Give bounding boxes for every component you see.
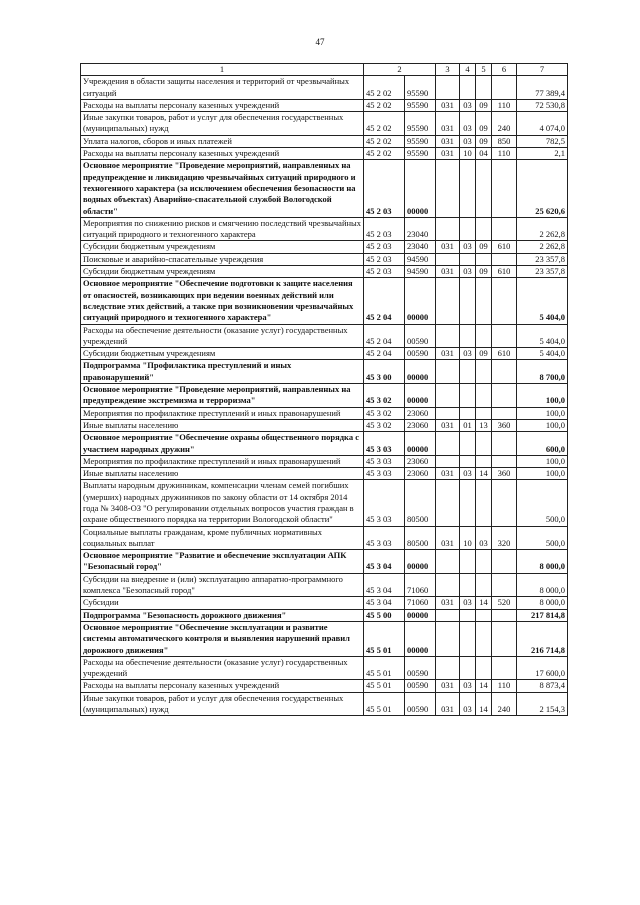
row-name-cell: Расходы на обеспечение деятельности (оказание услуг) государственных учреждений	[81, 324, 364, 348]
row-code-cell: 45 3 02	[364, 419, 405, 431]
row-subsection-cell	[476, 217, 492, 241]
row-grbs-cell	[436, 160, 460, 217]
row-expense-type-cell	[492, 573, 517, 597]
row-subcode-cell: 80500	[405, 526, 436, 550]
row-code-cell: 45 3 00	[364, 360, 405, 384]
header-col-1: 1	[81, 64, 364, 76]
row-sum-cell: 217 814,8	[517, 609, 568, 621]
row-section-cell	[460, 573, 476, 597]
row-sum-cell: 100,0	[517, 407, 568, 419]
row-section-cell	[460, 384, 476, 408]
row-sum-cell: 100,0	[517, 468, 568, 480]
row-subsection-cell	[476, 480, 492, 526]
row-name-cell: Учреждения в области защиты населения и территорий от чрезвычайных ситуаций	[81, 76, 364, 100]
row-expense-type-cell: 360	[492, 468, 517, 480]
row-expense-type-cell: 610	[492, 348, 517, 360]
row-name-cell: Социальные выплаты гражданам, кроме публичных нормативных социальных выплат	[81, 526, 364, 550]
row-expense-type-cell	[492, 324, 517, 348]
row-sum-cell: 23 357,8	[517, 253, 568, 265]
row-expense-type-cell	[492, 432, 517, 456]
row-grbs-cell: 031	[436, 99, 460, 111]
row-name-cell: Расходы на выплаты персоналу казенных учреждений	[81, 680, 364, 692]
row-expense-type-cell: 240	[492, 692, 517, 716]
table-row	[81, 692, 568, 716]
row-subcode-cell: 23060	[405, 468, 436, 480]
table-row	[81, 324, 568, 348]
row-grbs-cell	[436, 384, 460, 408]
row-subsection-cell	[476, 324, 492, 348]
row-section-cell	[460, 656, 476, 680]
row-section-cell: 03	[460, 692, 476, 716]
table-row	[81, 135, 568, 147]
row-subsection-cell: 14	[476, 680, 492, 692]
row-subsection-cell: 03	[476, 526, 492, 550]
row-section-cell	[460, 278, 476, 324]
table-row	[81, 160, 568, 217]
row-code-cell: 45 2 02	[364, 148, 405, 160]
header-col-6: 6	[492, 64, 517, 76]
row-expense-type-cell	[492, 550, 517, 574]
row-code-cell: 45 2 02	[364, 99, 405, 111]
row-section-cell	[460, 160, 476, 217]
table-row	[81, 148, 568, 160]
row-subcode-cell: 23060	[405, 419, 436, 431]
row-grbs-cell: 031	[436, 348, 460, 360]
row-section-cell	[460, 455, 476, 467]
row-code-cell: 45 3 04	[364, 597, 405, 609]
row-subcode-cell: 71060	[405, 597, 436, 609]
row-code-cell: 45 2 03	[364, 266, 405, 278]
row-subcode-cell: 00590	[405, 324, 436, 348]
row-subcode-cell: 00590	[405, 692, 436, 716]
row-sum-cell: 216 714,8	[517, 621, 568, 656]
row-section-cell	[460, 621, 476, 656]
table-row	[81, 656, 568, 680]
row-grbs-cell: 031	[436, 241, 460, 253]
row-section-cell	[460, 217, 476, 241]
row-subsection-cell	[476, 253, 492, 265]
row-expense-type-cell	[492, 278, 517, 324]
row-grbs-cell	[436, 360, 460, 384]
row-name-cell: Субсидии на внедрение и (или) эксплуатацию аппаратно-программного комплекса "Безопасный город"	[81, 573, 364, 597]
row-code-cell: 45 5 01	[364, 656, 405, 680]
row-section-cell: 03	[460, 468, 476, 480]
row-expense-type-cell	[492, 609, 517, 621]
row-subsection-cell	[476, 656, 492, 680]
row-expense-type-cell	[492, 360, 517, 384]
row-grbs-cell	[436, 455, 460, 467]
row-expense-type-cell: 240	[492, 112, 517, 136]
row-sum-cell: 25 620,6	[517, 160, 568, 217]
row-section-cell	[460, 609, 476, 621]
row-section-cell	[460, 253, 476, 265]
row-code-cell: 45 3 03	[364, 468, 405, 480]
row-sum-cell: 782,5	[517, 135, 568, 147]
row-sum-cell: 600,0	[517, 432, 568, 456]
table-row	[81, 419, 568, 431]
row-grbs-cell: 031	[436, 419, 460, 431]
row-sum-cell: 17 600,0	[517, 656, 568, 680]
table-header-row	[81, 64, 568, 76]
row-code-cell: 45 2 02	[364, 135, 405, 147]
row-section-cell: 03	[460, 348, 476, 360]
row-section-cell	[460, 76, 476, 100]
row-sum-cell: 2 154,3	[517, 692, 568, 716]
row-code-cell: 45 3 03	[364, 432, 405, 456]
row-section-cell: 01	[460, 419, 476, 431]
row-expense-type-cell: 110	[492, 99, 517, 111]
row-subcode-cell: 95590	[405, 99, 436, 111]
row-subcode-cell: 80500	[405, 480, 436, 526]
row-subsection-cell	[476, 278, 492, 324]
row-code-cell: 45 3 02	[364, 407, 405, 419]
row-sum-cell: 8 873,4	[517, 680, 568, 692]
row-sum-cell: 8 000,0	[517, 550, 568, 574]
row-sum-cell: 5 404,0	[517, 278, 568, 324]
row-code-cell: 45 3 03	[364, 480, 405, 526]
row-grbs-cell	[436, 407, 460, 419]
row-name-cell: Основное мероприятие "Обеспечение подготовки к защите населения от опасностей, возникающих при ведении военных действий или вследствие этих действий, а также при возникновении чрезвычайных ситуаций природного и техногенного характера"	[81, 278, 364, 324]
row-section-cell: 03	[460, 135, 476, 147]
row-name-cell: Поисковые и аварийно-спасательные учреждения	[81, 253, 364, 265]
row-subsection-cell	[476, 432, 492, 456]
row-name-cell: Выплаты народным дружинникам, компенсации членам семей погибших (умерших) народных дружинников по закону области от 14 октября 2014 года № 3408-ОЗ "О регулировании отдельных вопросов участия граждан в охране общественного порядка на территории Вологодской области"	[81, 480, 364, 526]
row-subcode-cell: 00000	[405, 621, 436, 656]
row-subsection-cell: 14	[476, 468, 492, 480]
row-name-cell: Иные выплаты населению	[81, 468, 364, 480]
row-section-cell: 03	[460, 99, 476, 111]
row-code-cell: 45 2 04	[364, 348, 405, 360]
row-expense-type-cell	[492, 621, 517, 656]
row-code-cell: 45 3 04	[364, 550, 405, 574]
table-row	[81, 609, 568, 621]
header-col-3: 3	[436, 64, 460, 76]
row-subsection-cell: 09	[476, 348, 492, 360]
row-name-cell: Основное мероприятие "Развитие и обеспечение эксплуатации АПК "Безопасный город"	[81, 550, 364, 574]
row-name-cell: Иные выплаты населению	[81, 419, 364, 431]
row-name-cell: Основное мероприятие "Проведение мероприятий, направленных на предупреждение экстремизма и терроризма"	[81, 384, 364, 408]
row-subcode-cell: 71060	[405, 573, 436, 597]
row-subcode-cell: 95590	[405, 76, 436, 100]
row-grbs-cell: 031	[436, 597, 460, 609]
row-name-cell: Расходы на обеспечение деятельности (оказание услуг) государственных учреждений	[81, 656, 364, 680]
row-sum-cell: 2 262,8	[517, 241, 568, 253]
table-row	[81, 217, 568, 241]
row-subsection-cell	[476, 573, 492, 597]
row-grbs-cell	[436, 609, 460, 621]
header-col-4: 4	[460, 64, 476, 76]
row-grbs-cell: 031	[436, 692, 460, 716]
row-expense-type-cell	[492, 656, 517, 680]
row-section-cell	[460, 324, 476, 348]
row-grbs-cell	[436, 480, 460, 526]
row-expense-type-cell: 110	[492, 680, 517, 692]
row-subcode-cell: 95590	[405, 148, 436, 160]
row-subcode-cell: 94590	[405, 253, 436, 265]
row-code-cell: 45 2 02	[364, 76, 405, 100]
table-row	[81, 384, 568, 408]
row-subsection-cell: 09	[476, 266, 492, 278]
row-section-cell	[460, 432, 476, 456]
row-code-cell: 45 2 04	[364, 278, 405, 324]
table-row	[81, 468, 568, 480]
row-code-cell: 45 2 03	[364, 217, 405, 241]
row-grbs-cell: 031	[436, 680, 460, 692]
row-subsection-cell	[476, 160, 492, 217]
row-section-cell: 10	[460, 148, 476, 160]
row-sum-cell: 2,1	[517, 148, 568, 160]
page-number: 47	[315, 37, 325, 47]
row-subsection-cell: 14	[476, 597, 492, 609]
row-code-cell: 45 2 04	[364, 324, 405, 348]
table-row	[81, 680, 568, 692]
row-expense-type-cell	[492, 253, 517, 265]
row-sum-cell: 23 357,8	[517, 266, 568, 278]
row-section-cell	[460, 480, 476, 526]
row-subsection-cell	[476, 407, 492, 419]
row-expense-type-cell: 520	[492, 597, 517, 609]
row-grbs-cell	[436, 253, 460, 265]
row-grbs-cell	[436, 324, 460, 348]
row-name-cell: Мероприятия по профилактике преступлений и иных правонарушений	[81, 455, 364, 467]
row-sum-cell: 5 404,0	[517, 324, 568, 348]
row-sum-cell: 500,0	[517, 480, 568, 526]
table-row	[81, 253, 568, 265]
row-expense-type-cell: 610	[492, 266, 517, 278]
row-name-cell: Подпрограмма "Профилактика преступлений и иных правонарушений"	[81, 360, 364, 384]
row-sum-cell: 500,0	[517, 526, 568, 550]
table-row	[81, 360, 568, 384]
table-row	[81, 480, 568, 526]
row-name-cell: Мероприятия по профилактике преступлений и иных правонарушений	[81, 407, 364, 419]
row-name-cell: Уплата налогов, сборов и иных платежей	[81, 135, 364, 147]
row-grbs-cell	[436, 656, 460, 680]
row-section-cell: 03	[460, 266, 476, 278]
row-expense-type-cell	[492, 407, 517, 419]
row-section-cell	[460, 550, 476, 574]
row-code-cell: 45 2 02	[364, 112, 405, 136]
row-subcode-cell: 94590	[405, 266, 436, 278]
row-subsection-cell: 09	[476, 99, 492, 111]
row-name-cell: Иные закупки товаров, работ и услуг для обеспечения государственных (муниципальных) нужд	[81, 112, 364, 136]
row-sum-cell: 8 700,0	[517, 360, 568, 384]
row-section-cell: 10	[460, 526, 476, 550]
row-grbs-cell	[436, 550, 460, 574]
row-subsection-cell: 09	[476, 241, 492, 253]
row-code-cell: 45 3 03	[364, 526, 405, 550]
row-subsection-cell: 04	[476, 148, 492, 160]
table-row	[81, 573, 568, 597]
table-row	[81, 550, 568, 574]
row-code-cell: 45 2 03	[364, 253, 405, 265]
row-code-cell: 45 3 04	[364, 573, 405, 597]
row-subsection-cell	[476, 455, 492, 467]
row-name-cell: Подпрограмма "Безопасность дорожного движения"	[81, 609, 364, 621]
table-row	[81, 76, 568, 100]
row-section-cell: 03	[460, 597, 476, 609]
header-col-5: 5	[476, 64, 492, 76]
row-subcode-cell: 00590	[405, 680, 436, 692]
row-sum-cell: 5 404,0	[517, 348, 568, 360]
row-code-cell: 45 5 01	[364, 621, 405, 656]
row-section-cell: 03	[460, 680, 476, 692]
row-section-cell: 03	[460, 241, 476, 253]
row-name-cell: Субсидии бюджетным учреждениям	[81, 266, 364, 278]
row-code-cell: 45 3 02	[364, 384, 405, 408]
row-sum-cell: 8 000,0	[517, 597, 568, 609]
row-subcode-cell: 95590	[405, 112, 436, 136]
row-grbs-cell: 031	[436, 468, 460, 480]
row-section-cell	[460, 360, 476, 384]
row-grbs-cell: 031	[436, 526, 460, 550]
table-row	[81, 621, 568, 656]
row-subsection-cell: 09	[476, 112, 492, 136]
row-code-cell: 45 5 00	[364, 609, 405, 621]
row-sum-cell: 100,0	[517, 384, 568, 408]
row-sum-cell: 100,0	[517, 455, 568, 467]
row-subcode-cell: 95590	[405, 135, 436, 147]
row-grbs-cell	[436, 573, 460, 597]
row-name-cell: Расходы на выплаты персоналу казенных учреждений	[81, 99, 364, 111]
row-expense-type-cell	[492, 76, 517, 100]
row-expense-type-cell: 110	[492, 148, 517, 160]
row-name-cell: Основное мероприятие "Проведение мероприятий, направленных на предупреждение и ликвидацию чрезвычайных ситуаций природного и техногенного характера (за исключением обеспечения безопасности на водных объектах) Аварийно-спасательной службой Вологодской области"	[81, 160, 364, 217]
row-grbs-cell	[436, 217, 460, 241]
row-section-cell: 03	[460, 112, 476, 136]
row-name-cell: Иные закупки товаров, работ и услуг для обеспечения государственных (муниципальных) нужд	[81, 692, 364, 716]
row-subsection-cell: 09	[476, 135, 492, 147]
row-grbs-cell: 031	[436, 148, 460, 160]
row-subcode-cell: 00000	[405, 160, 436, 217]
row-grbs-cell: 031	[436, 135, 460, 147]
row-expense-type-cell: 610	[492, 241, 517, 253]
table-row	[81, 278, 568, 324]
row-subsection-cell	[476, 360, 492, 384]
row-name-cell: Субсидии бюджетным учреждениям	[81, 348, 364, 360]
row-expense-type-cell: 320	[492, 526, 517, 550]
row-grbs-cell: 031	[436, 266, 460, 278]
row-subcode-cell: 23060	[405, 407, 436, 419]
row-section-cell	[460, 407, 476, 419]
row-subcode-cell: 00000	[405, 609, 436, 621]
row-subcode-cell: 00590	[405, 656, 436, 680]
table-row	[81, 432, 568, 456]
table-row	[81, 407, 568, 419]
row-subcode-cell: 23060	[405, 455, 436, 467]
table-row	[81, 597, 568, 609]
table-row	[81, 112, 568, 136]
row-sum-cell: 77 389,4	[517, 76, 568, 100]
row-sum-cell: 100,0	[517, 419, 568, 431]
table-row	[81, 526, 568, 550]
row-expense-type-cell: 360	[492, 419, 517, 431]
header-col-7: 7	[517, 64, 568, 76]
row-grbs-cell	[436, 278, 460, 324]
row-expense-type-cell	[492, 480, 517, 526]
header-col-2: 2	[364, 64, 436, 76]
row-expense-type-cell	[492, 217, 517, 241]
row-sum-cell: 4 074,0	[517, 112, 568, 136]
row-subcode-cell: 00000	[405, 384, 436, 408]
row-name-cell: Субсидии	[81, 597, 364, 609]
row-subsection-cell	[476, 384, 492, 408]
row-sum-cell: 72 530,8	[517, 99, 568, 111]
row-expense-type-cell	[492, 384, 517, 408]
row-grbs-cell	[436, 76, 460, 100]
row-code-cell: 45 3 03	[364, 455, 405, 467]
row-name-cell: Мероприятия по снижению рисков и смягчению последствий чрезвычайных ситуаций природного и техногенного характера	[81, 217, 364, 241]
table-row	[81, 266, 568, 278]
row-code-cell: 45 2 03	[364, 241, 405, 253]
row-sum-cell: 2 262,8	[517, 217, 568, 241]
row-subsection-cell: 14	[476, 692, 492, 716]
row-grbs-cell	[436, 621, 460, 656]
row-name-cell: Расходы на выплаты персоналу казенных учреждений	[81, 148, 364, 160]
row-expense-type-cell	[492, 455, 517, 467]
row-name-cell: Основное мероприятие "Обеспечение охраны общественного порядка с участием народных дружин"	[81, 432, 364, 456]
table-row	[81, 99, 568, 111]
row-subsection-cell	[476, 621, 492, 656]
row-subcode-cell: 00590	[405, 348, 436, 360]
row-grbs-cell	[436, 432, 460, 456]
row-name-cell: Основное мероприятие "Обеспечение эксплуатации и развитие системы автоматического контроля и выявления нарушений правил дорожного движения"	[81, 621, 364, 656]
row-code-cell: 45 5 01	[364, 680, 405, 692]
row-code-cell: 45 2 03	[364, 160, 405, 217]
row-expense-type-cell	[492, 160, 517, 217]
row-name-cell: Субсидии бюджетным учреждениям	[81, 241, 364, 253]
table-row	[81, 241, 568, 253]
row-expense-type-cell: 850	[492, 135, 517, 147]
row-subsection-cell	[476, 609, 492, 621]
budget-table	[80, 63, 568, 716]
row-subcode-cell: 00000	[405, 278, 436, 324]
table-row	[81, 455, 568, 467]
row-subcode-cell: 23040	[405, 241, 436, 253]
row-subcode-cell: 00000	[405, 432, 436, 456]
row-subcode-cell: 00000	[405, 360, 436, 384]
table-row	[81, 348, 568, 360]
row-subcode-cell: 23040	[405, 217, 436, 241]
row-subsection-cell	[476, 76, 492, 100]
row-subsection-cell: 13	[476, 419, 492, 431]
row-subcode-cell: 00000	[405, 550, 436, 574]
row-grbs-cell: 031	[436, 112, 460, 136]
row-subsection-cell	[476, 550, 492, 574]
row-code-cell: 45 5 01	[364, 692, 405, 716]
row-sum-cell: 8 000,0	[517, 573, 568, 597]
